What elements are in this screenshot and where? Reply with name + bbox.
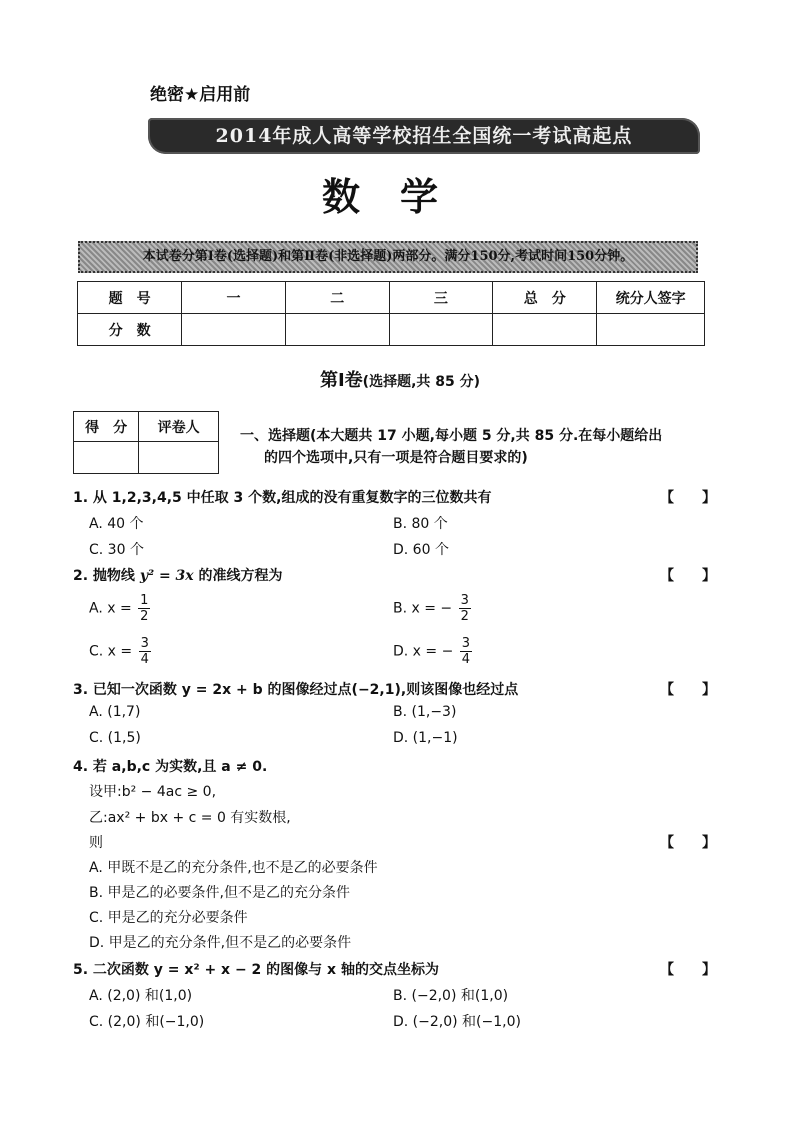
- score-cell[interactable]: [493, 314, 597, 346]
- score-table-header: 一: [182, 282, 286, 314]
- q2-option-a[interactable]: [89, 593, 152, 624]
- q4-option-b[interactable]: B. 甲是乙的必要条件,但不是乙的充分条件: [89, 885, 350, 901]
- q3-option-b[interactable]: B. (1,−3): [393, 704, 457, 720]
- exam-title-banner: 2014年成人高等学校招生全国统一考试高起点: [148, 118, 700, 154]
- q2-a-fraction: [138, 593, 150, 624]
- answer-bracket-2[interactable]: 【 】: [660, 568, 716, 584]
- part-title-main: 第Ⅰ卷: [319, 370, 363, 391]
- question-2-stem: [73, 565, 283, 585]
- numerator: 3: [460, 593, 469, 608]
- q2-a-prefix: A. x =: [89, 600, 137, 617]
- denominator: 2: [140, 609, 149, 624]
- answer-bracket-1[interactable]: 【 】: [660, 490, 716, 506]
- q2-d-fraction: [460, 636, 472, 667]
- q2-option-d[interactable]: [393, 636, 474, 667]
- grader-name-header: 评卷人: [139, 412, 219, 442]
- score-cell[interactable]: [285, 314, 389, 346]
- numerator: 1: [140, 593, 149, 608]
- q4-then: 则: [89, 835, 103, 851]
- q2-option-b[interactable]: [393, 593, 473, 624]
- numerator: 3: [140, 636, 149, 651]
- score-cell[interactable]: [597, 314, 705, 346]
- score-row-label: 分 数: [78, 314, 182, 346]
- numerator: 3: [461, 636, 471, 651]
- q1-option-d[interactable]: D. 60 个: [393, 542, 449, 558]
- q2-c-prefix: C. x =: [89, 643, 137, 660]
- q2-d-prefix: D. x = −: [393, 643, 458, 660]
- q4-condition-jia: 设甲:b² − 4ac ≥ 0,: [89, 784, 217, 800]
- part-title: [0, 366, 800, 392]
- answer-bracket-4[interactable]: 【 】: [660, 835, 716, 851]
- q4-option-c[interactable]: C. 甲是乙的充分必要条件: [89, 910, 248, 926]
- q3-option-c[interactable]: C. (1,5): [89, 730, 141, 746]
- q3-option-a[interactable]: A. (1,7): [89, 704, 141, 720]
- q1-option-b[interactable]: B. 80 个: [393, 516, 448, 532]
- grader-score-cell[interactable]: [74, 442, 139, 474]
- section-heading: [240, 425, 700, 469]
- grader-name-cell[interactable]: [139, 442, 219, 474]
- q2-b-fraction: [459, 593, 471, 624]
- q3-option-d[interactable]: D. (1,−1): [393, 730, 458, 746]
- score-cell[interactable]: [389, 314, 493, 346]
- q4-option-a[interactable]: A. 甲既不是乙的充分条件,也不是乙的必要条件: [89, 860, 378, 876]
- q5-option-b[interactable]: B. (−2,0) 和(1,0): [393, 988, 509, 1004]
- q1-option-a[interactable]: A. 40 个: [89, 516, 144, 532]
- q4-option-d[interactable]: D. 甲是乙的充分条件,但不是乙的必要条件: [89, 935, 352, 951]
- score-cell[interactable]: [182, 314, 286, 346]
- question-3-stem: 3. 已知一次函数 y = 2x + b 的图像经过点(−2,1),则该图像也经过点: [73, 682, 519, 698]
- denominator: 4: [140, 652, 149, 667]
- question-5-stem: 5. 二次函数 y = x² + x − 2 的图像与 x 轴的交点坐标为: [73, 962, 439, 978]
- confidential-label: 绝密★启用前: [150, 85, 251, 105]
- q5-option-a[interactable]: A. (2,0) 和(1,0): [89, 988, 193, 1004]
- q2-stem-math: y² = 3x: [139, 568, 194, 584]
- exam-notice: 本试卷分第Ⅰ卷(选择题)和第Ⅱ卷(非选择题)两部分。满分150分,考试时间150分钟。: [78, 241, 698, 273]
- section-heading-line2: 的四个选项中,只有一项是符合题目要求的): [264, 450, 528, 466]
- score-table: [77, 281, 705, 346]
- score-table-header: 三: [389, 282, 493, 314]
- part-title-note: (选择题,共 85 分): [362, 374, 481, 390]
- score-table-header: 统分人签字: [597, 282, 705, 314]
- q2-c-fraction: [139, 636, 151, 667]
- section-heading-line1: 一、选择题(本大题共 17 小题,每小题 5 分,共 85 分.在每小题给出: [240, 428, 663, 444]
- q2-option-c[interactable]: [89, 636, 153, 667]
- grader-score-header: 得 分: [74, 412, 139, 442]
- subject-title: 数学: [321, 175, 478, 219]
- question-1-stem: 1. 从 1,2,3,4,5 中任取 3 个数,组成的没有重复数字的三位数共有: [73, 490, 492, 506]
- score-table-header: 题 号: [78, 282, 182, 314]
- q5-option-d[interactable]: D. (−2,0) 和(−1,0): [393, 1014, 521, 1030]
- answer-bracket-5[interactable]: 【 】: [660, 962, 716, 978]
- score-table-header: 二: [285, 282, 389, 314]
- question-4-stem: 4. 若 a,b,c 为实数,且 a ≠ 0.: [73, 759, 268, 775]
- q1-option-c[interactable]: C. 30 个: [89, 542, 144, 558]
- denominator: 4: [461, 652, 471, 667]
- grader-table: [73, 411, 219, 474]
- denominator: 2: [460, 609, 469, 624]
- q4-condition-yi: 乙:ax² + bx + c = 0 有实数根,: [89, 810, 291, 826]
- q2-stem-suffix: 的准线方程为: [193, 568, 283, 584]
- q5-option-c[interactable]: C. (2,0) 和(−1,0): [89, 1014, 205, 1030]
- q2-stem-prefix: 2. 抛物线: [73, 568, 140, 584]
- answer-bracket-3[interactable]: 【 】: [660, 682, 716, 698]
- score-table-header: 总 分: [493, 282, 597, 314]
- q2-b-prefix: B. x = −: [393, 600, 457, 617]
